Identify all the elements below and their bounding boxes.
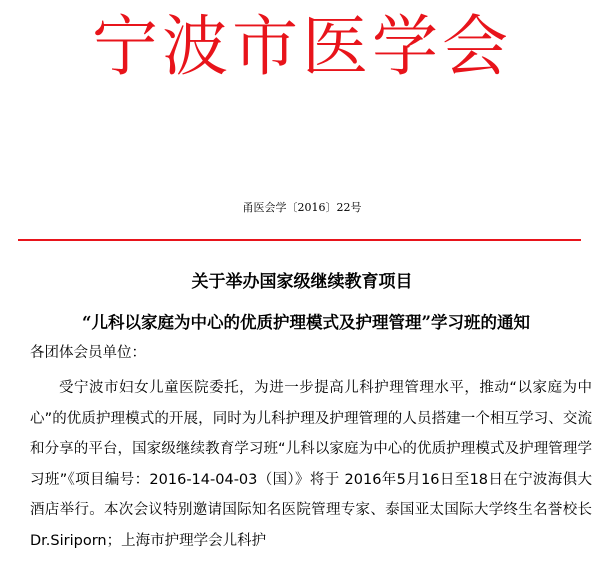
salutation: 各团体会员单位： [30, 345, 146, 361]
letterhead-organization-title: 宁波市医学会 [92, 8, 512, 85]
document-number: 甬医会学〔2016〕22号 [242, 201, 362, 214]
body-paragraph: 受宁波市妇女儿童医院委托，为进一步提高儿科护理管理水平，推动“以家庭为中心”的优质护理模式的开展，同时为儿科护理及护理管理的人员搭建一个相互学习、交流和分享的平台，国家级继续教育学习班“儿科以家庭为中心的优质护理模式及护理管理学习班”《项目编号：2016-14-04-03（国）》将于 2016年5月16日至18日在宁波海俱大酒店举行。本次会议特别邀请国际知名医院管理专家、泰国亚太国际大学终生名誉校长Dr.Siriporn；上海市护理学会儿科护 [30, 380, 592, 549]
notice-title-line-2: “儿科以家庭为中心的优质护理模式及护理管理”学习班的通知 [82, 313, 530, 332]
notice-title-line-1: 关于举办国家级继续教育项目 [191, 272, 413, 292]
letterhead-red-rule [18, 239, 581, 241]
